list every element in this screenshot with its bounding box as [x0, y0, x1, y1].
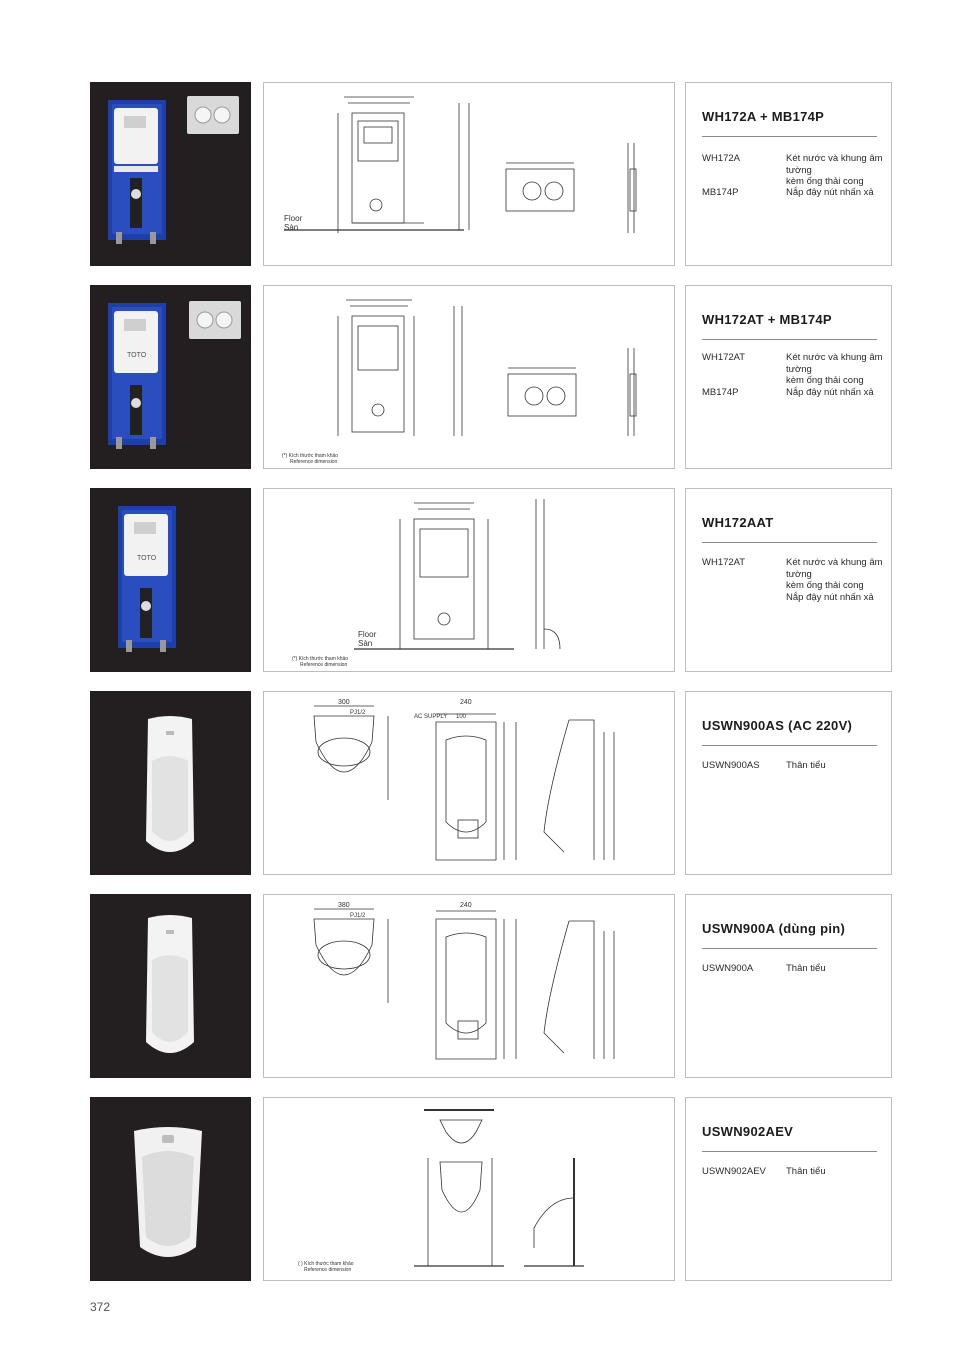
svg-text:TOTO: TOTO	[127, 352, 147, 359]
dimension-label: 300	[338, 699, 350, 706]
dimension-label: 100	[456, 714, 467, 720]
product-info-panel	[685, 285, 892, 469]
product-photo	[90, 894, 251, 1078]
reference-note-en: Reference dimension	[300, 662, 348, 668]
reference-note-en: Reference dimension	[290, 459, 338, 465]
reference-note-en: Reference dimension	[304, 1267, 352, 1273]
product-info-panel	[685, 1097, 892, 1281]
spec-desc: Thân tiểu	[786, 1166, 826, 1177]
dimension-label: 380	[338, 902, 350, 909]
product-info-panel	[685, 488, 892, 672]
technical-drawing	[263, 285, 675, 469]
technical-drawing	[263, 691, 675, 875]
spec-desc: kèm ống thải cong	[786, 580, 864, 591]
product-title: USWN900A (dùng pin)	[702, 921, 877, 949]
product-row	[90, 1097, 892, 1281]
product-photo	[90, 285, 251, 469]
product-title: WH172AAT	[702, 515, 877, 543]
technical-drawing	[263, 894, 675, 1078]
product-info-panel	[685, 82, 892, 266]
product-title: USWN900AS (AC 220V)	[702, 718, 877, 746]
product-photo	[90, 691, 251, 875]
spec-code: WH172AT	[702, 352, 746, 363]
svg-text:TOTO: TOTO	[137, 555, 157, 562]
product-row	[90, 691, 892, 875]
dimension-label: PJ1/2	[350, 913, 366, 919]
technical-drawing	[263, 82, 675, 266]
product-title: USWN902AEV	[702, 1124, 877, 1152]
spec-desc: Nắp đậy nút nhấn xả	[786, 187, 874, 198]
floor-label: Floor	[358, 630, 377, 639]
product-title: WH172A + MB174P	[702, 109, 877, 137]
product-row	[90, 894, 892, 1078]
spec-code: USWN900AS	[702, 760, 760, 771]
reference-note-vi: (*) Kích thước tham khảo	[282, 453, 339, 459]
supply-label: AC SUPPLY	[414, 714, 448, 720]
spec-desc: Nắp đậy nút nhấn xả	[786, 592, 874, 603]
reference-note-vi: (*) Kích thước tham khảo	[292, 656, 349, 662]
product-info-panel	[685, 691, 892, 875]
product-row	[90, 82, 892, 266]
spec-code: USWN900A	[702, 963, 754, 974]
product-row	[90, 285, 892, 469]
spec-desc: Két nước và khung âm tường	[786, 352, 883, 375]
product-title: WH172AT + MB174P	[702, 312, 877, 340]
product-photo	[90, 82, 251, 266]
spec-desc: Két nước và khung âm tường	[786, 557, 883, 580]
technical-drawing	[263, 488, 675, 672]
floor-label-vi: Sàn	[358, 639, 373, 648]
spec-code: MB174P	[702, 387, 739, 398]
spec-code: WH172A	[702, 153, 741, 164]
product-row	[90, 488, 892, 672]
product-photo	[90, 1097, 251, 1281]
spec-code: MB174P	[702, 187, 739, 198]
dimension-label: PJ1/2	[350, 710, 366, 716]
spec-desc: Két nước và khung âm tường	[786, 153, 883, 176]
floor-label-vi: Sàn	[284, 223, 299, 232]
technical-drawing	[263, 1097, 675, 1281]
page-number: 372	[90, 1300, 111, 1314]
spec-code: WH172AT	[702, 557, 746, 568]
spec-desc: Thân tiểu	[786, 963, 826, 974]
spec-desc: Nắp đậy nút nhấn xả	[786, 387, 874, 398]
spec-desc: Thân tiểu	[786, 760, 826, 771]
floor-label: Floor	[284, 214, 303, 223]
product-info-panel	[685, 894, 892, 1078]
product-photo	[90, 488, 251, 672]
spec-desc: kèm ống thải cong	[786, 176, 864, 187]
spec-code: USWN902AEV	[702, 1166, 766, 1177]
reference-note-vi: ( ) Kích thước tham khảo	[298, 1261, 354, 1267]
dimension-label: 240	[460, 902, 472, 909]
dimension-label: 240	[460, 699, 472, 706]
spec-desc: kèm ống thải cong	[786, 375, 864, 386]
